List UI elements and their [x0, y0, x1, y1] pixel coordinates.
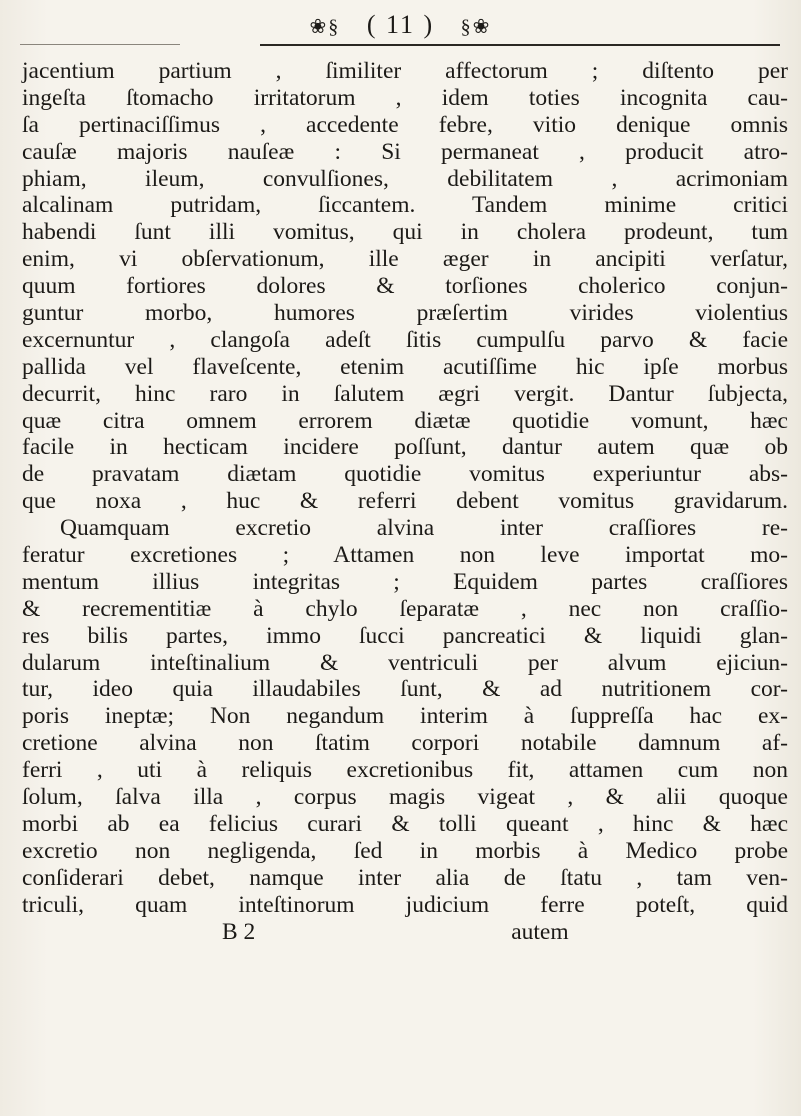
text-line: habendi ſunt illi vomitus, qui in cholera prodeunt, tum — [22, 219, 788, 246]
text-line: ſa pertinaciſſimus , accedente febre, vitio denique omnis — [22, 111, 788, 138]
text-line: que noxa , huc & referri debent vomitus gravidarum. — [22, 488, 788, 515]
text-line: cauſæ majoris nauſeæ : Si permaneat , producit atro- — [22, 138, 788, 165]
text-line: quæ citra omnem errorem diætæ quotidie vomunt, hæc — [22, 407, 788, 434]
header-rule-left — [20, 44, 180, 45]
text-line: res bilis partes, immo ſucci pancreatici & liquidi glan- — [22, 622, 788, 649]
text-line: dularum inteſtinalium & ventriculi per alvum ejiciun- — [22, 649, 788, 676]
text-line: ſolum, ſalva illa , corpus magis vigeat , & alii quoque — [22, 784, 788, 811]
text-line: triculi, quam inteſtinorum judicium ferre poteſt, quid — [22, 891, 788, 918]
text-line: jacentium partium , ſimiliter affectorum ; diſtento per — [22, 58, 788, 84]
text-line: guntur morbo, humores præſertim virides violentius — [22, 300, 788, 327]
body-text — [22, 58, 788, 945]
text-line: enim, vi obſervationum, ille æger in ancipiti verſatur, — [22, 246, 788, 273]
text-line: poris ineptæ; Non negandum interim à ſuppreſſa hac ex- — [22, 703, 788, 730]
catchword: autem — [511, 918, 569, 945]
text-line: de pravatam diætam quotidie vomitus experiuntur abs- — [22, 461, 788, 488]
text-line: pallida vel flaveſcente, etenim acutiſſime hic ipſe morbus — [22, 353, 788, 380]
text-line: quum fortiores dolores & torſiones cholerico conjun- — [22, 273, 788, 300]
signature-mark: B 2 — [222, 918, 256, 945]
text-line: phiam, ileum, convulſiones, debilitatem , acrimoniam — [22, 165, 788, 192]
text-line: tur, ideo quia illaudabiles ſunt, & ad nutritionem cor- — [22, 676, 788, 703]
ornament-right: §❀ — [460, 16, 492, 39]
text-line: morbi ab ea felicius curari & tolli queant , hinc & hæc — [22, 810, 788, 837]
text-line: excretio non negligenda, ſed in morbis à Medico probe — [22, 837, 788, 864]
text-line: ingeſta ſtomacho irritatorum , idem toties incognita cau- — [22, 84, 788, 111]
text-line: & recrementitiæ à chylo ſeparatæ , nec non craſſio- — [22, 595, 788, 622]
footer-line — [22, 919, 788, 946]
text-line: cretione alvina non ſtatim corpori notabile damnum af- — [22, 730, 788, 757]
header-rule — [260, 44, 780, 46]
ornament-left: ❀§ — [309, 16, 341, 39]
text-line: excernuntur , clangoſa adeſt ſitis cumpulſu parvo & facie — [22, 326, 788, 353]
paragraph-start-line: Quamquam excretio alvina inter craſſiores re- — [60, 515, 788, 542]
text-line: ferri , uti à reliquis excretionibus fit, attamen cum non — [22, 757, 788, 784]
page-number: ( 11 ) — [366, 10, 435, 39]
text-line: facile in hecticam incidere poſſunt, dantur autem quæ ob — [22, 434, 788, 461]
text-line: feratur excretiones ; Attamen non leve importat mo- — [22, 542, 788, 569]
text-line: alcalinam putridam, ſiccantem. Tandem minime critici — [22, 192, 788, 219]
page-header — [0, 10, 801, 42]
text-line: mentum illius integritas ; Equidem partes craſſiores — [22, 568, 788, 595]
text-line: decurrit, hinc raro in ſalutem ægri vergit. Dantur ſubjecta, — [22, 380, 788, 407]
text-line: conſiderari debet, namque inter alia de ſtatu , tam ven- — [22, 864, 788, 891]
